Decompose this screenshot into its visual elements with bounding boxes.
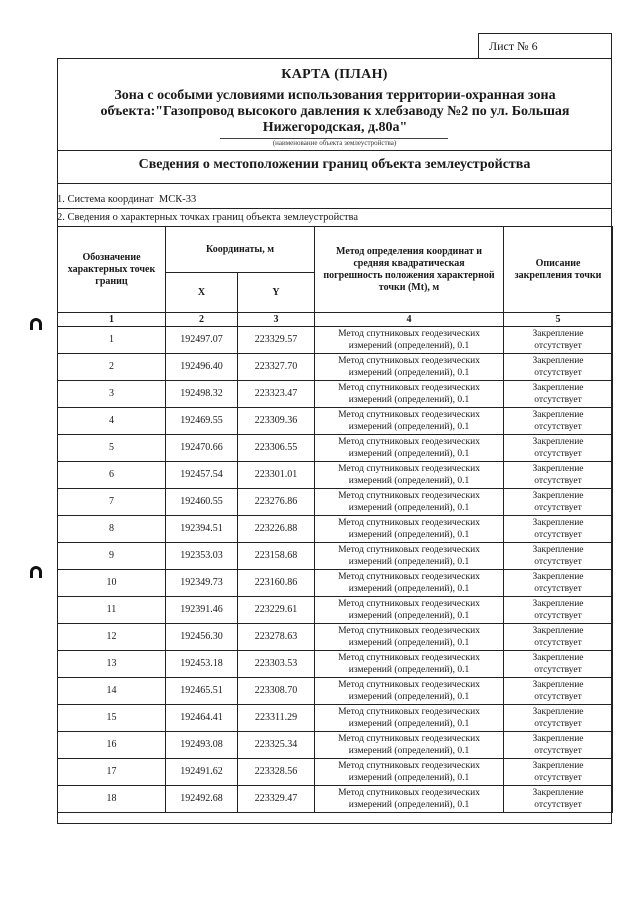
fixing-cell (504, 489, 613, 516)
point-number-text: 17 (106, 766, 117, 777)
x-coordinate-text: 192496.40 (180, 361, 223, 372)
fixing-cell (504, 570, 613, 597)
method-text: измерений (определений), 0.1 (348, 503, 470, 513)
points-section-label: 2. Сведения о характерных точках границ объекта землеустройства (57, 212, 359, 223)
x-coordinate-cell (166, 786, 238, 813)
x-coordinate-cell (166, 516, 238, 543)
fixing-text: отсутствует (534, 341, 582, 351)
point-number-cell (58, 732, 166, 759)
method-cell (315, 381, 504, 408)
fixing-cell (504, 381, 613, 408)
col-number: 3 (238, 313, 315, 327)
y-coordinate-text: 223329.57 (254, 334, 298, 345)
point-number-text: 15 (106, 712, 117, 723)
object-caption: (наименование объекта землеустройства) (272, 139, 397, 147)
table-row (58, 705, 613, 732)
y-coordinate-cell (238, 543, 315, 570)
y-coordinate-text: 223278.63 (254, 631, 298, 642)
fixing-cell (504, 786, 613, 813)
point-number-cell (58, 408, 166, 435)
x-coordinate-text: 192456.30 (180, 631, 223, 642)
method-text: Метод спутниковых геодезических (338, 410, 480, 420)
x-coordinate-text: 192498.32 (180, 388, 223, 399)
point-number-cell (58, 570, 166, 597)
x-coordinate-cell (166, 408, 238, 435)
method-text: Метод спутниковых геодезических (338, 383, 480, 393)
point-number-text: 5 (109, 442, 114, 453)
x-coordinate-cell (166, 381, 238, 408)
y-coordinate-cell (238, 759, 315, 786)
y-coordinate-cell (238, 678, 315, 705)
y-coordinate-text: 223325.34 (254, 739, 298, 750)
y-coordinate-cell (238, 570, 315, 597)
fixing-cell (504, 462, 613, 489)
method-cell (315, 759, 504, 786)
method-text: измерений (определений), 0.1 (348, 719, 470, 729)
y-coordinate-text: 223309.36 (254, 415, 298, 426)
method-cell (315, 705, 504, 732)
method-text: Метод спутниковых геодезических (338, 464, 480, 474)
point-number-text: 2 (109, 361, 114, 372)
y-coordinate-text: 223226.88 (254, 523, 298, 534)
col-number: 4 (315, 313, 504, 327)
fixing-text: Закрепление (532, 329, 584, 339)
y-coordinate-cell (238, 489, 315, 516)
y-coordinate-cell (238, 381, 315, 408)
method-text: измерений (определений), 0.1 (348, 773, 470, 783)
point-number-cell (58, 786, 166, 813)
x-coordinate-cell (166, 624, 238, 651)
y-coordinate-cell (238, 705, 315, 732)
point-number-text: 1 (109, 334, 114, 345)
y-coordinate-text: 223329.47 (254, 793, 298, 804)
table-row (58, 327, 613, 354)
method-text: Метод спутниковых геодезических (338, 491, 480, 501)
point-number-cell (58, 354, 166, 381)
method-text: Метод спутниковых геодезических (338, 599, 480, 609)
method-text: Метод спутниковых геодезических (338, 761, 480, 771)
x-coordinate-text: 192492.68 (180, 793, 223, 804)
point-number-text: 16 (106, 739, 117, 750)
point-number-cell (58, 327, 166, 354)
method-cell (315, 651, 504, 678)
fixing-text: Закрепление (532, 545, 584, 555)
fixing-text: отсутствует (534, 719, 582, 729)
method-text: измерений (определений), 0.1 (348, 665, 470, 675)
point-number-cell (58, 462, 166, 489)
fixing-text: отсутствует (534, 368, 582, 378)
point-number-cell (58, 651, 166, 678)
divider (57, 150, 612, 151)
point-number-text: 18 (106, 793, 117, 804)
x-coordinate-cell (166, 489, 238, 516)
method-text: измерений (определений), 0.1 (348, 395, 470, 405)
point-number-text: 12 (106, 631, 117, 642)
method-text: Метод спутниковых геодезических (338, 734, 480, 744)
x-coordinate-text: 192349.73 (180, 577, 223, 588)
zone-description (70, 88, 600, 136)
fixing-text: отсутствует (534, 422, 582, 432)
fixing-cell (504, 543, 613, 570)
x-coordinate-cell (166, 354, 238, 381)
table-row (58, 354, 613, 381)
x-coordinate-cell (166, 651, 238, 678)
fixing-text: Закрепление (532, 437, 584, 447)
point-number-text: 13 (106, 658, 117, 669)
col-number: 1 (58, 313, 166, 327)
fixing-text: Закрепление (532, 626, 584, 636)
method-text: измерений (определений), 0.1 (348, 557, 470, 567)
y-coordinate-cell (238, 462, 315, 489)
table-row (58, 651, 613, 678)
point-number-cell (58, 489, 166, 516)
method-text: измерений (определений), 0.1 (348, 476, 470, 486)
point-number-text: 10 (106, 577, 117, 588)
sheet-number: Лист № 6 (478, 33, 612, 59)
x-coordinate-cell (166, 678, 238, 705)
x-coordinate-text: 192353.03 (180, 550, 223, 561)
point-number-cell (58, 381, 166, 408)
x-coordinate-text: 192469.55 (180, 415, 223, 426)
y-coordinate-cell (238, 624, 315, 651)
method-text: Метод спутниковых геодезических (338, 356, 480, 366)
method-text: измерений (определений), 0.1 (348, 692, 470, 702)
point-number-text: 11 (106, 604, 117, 615)
point-number-cell (58, 759, 166, 786)
table-row (58, 408, 613, 435)
x-coordinate-text: 192465.51 (180, 685, 223, 696)
x-coordinate-text: 192457.54 (180, 469, 223, 480)
method-text: Метод спутниковых геодезических (338, 518, 480, 528)
fixing-cell (504, 408, 613, 435)
method-text: Метод спутниковых геодезических (338, 707, 480, 717)
method-cell (315, 408, 504, 435)
fixing-text: Закрепление (532, 383, 584, 393)
y-coordinate-cell (238, 408, 315, 435)
x-coordinate-text: 192460.55 (180, 496, 223, 507)
y-coordinate-cell (238, 354, 315, 381)
x-coordinate-text: 192497.07 (180, 334, 223, 345)
x-coordinate-cell (166, 705, 238, 732)
fixing-text: отсутствует (534, 800, 582, 810)
y-coordinate-text: 223301.01 (254, 469, 298, 480)
fixing-cell (504, 678, 613, 705)
y-coordinate-cell (238, 435, 315, 462)
y-coordinate-cell (238, 327, 315, 354)
method-cell (315, 516, 504, 543)
method-text: измерений (определений), 0.1 (348, 449, 470, 459)
table-row (58, 516, 613, 543)
method-cell (315, 435, 504, 462)
fixing-text: отсутствует (534, 449, 582, 459)
divider (57, 183, 612, 184)
method-cell (315, 489, 504, 516)
fixing-text: Закрепление (532, 572, 584, 582)
x-coordinate-cell (166, 597, 238, 624)
table-row (58, 381, 613, 408)
fixing-text: отсутствует (534, 611, 582, 621)
fixing-text: Закрепление (532, 464, 584, 474)
method-text: Метод спутниковых геодезических (338, 572, 480, 582)
x-coordinate-text: 192453.18 (180, 658, 223, 669)
method-text: измерений (определений), 0.1 (348, 422, 470, 432)
col-fixing-header: Описание закрепления точки (504, 227, 613, 313)
method-text: Метод спутниковых геодезических (338, 653, 480, 663)
x-coordinate-text: 192464.41 (180, 712, 223, 723)
zone-line-2: объекта:"Газопровод высокого давления к хлебзаводу №2 по ул. Большая (100, 104, 570, 119)
fixing-text: Закрепление (532, 761, 584, 771)
fixing-cell (504, 435, 613, 462)
fixing-text: отсутствует (534, 503, 582, 513)
fixing-cell (504, 597, 613, 624)
x-coordinate-text: 192493.08 (180, 739, 223, 750)
point-number-text: 6 (109, 469, 114, 480)
fixing-text: Закрепление (532, 680, 584, 690)
point-number-cell (58, 435, 166, 462)
fixing-cell (504, 732, 613, 759)
x-coordinate-text: 192491.62 (180, 766, 223, 777)
x-coordinate-cell (166, 327, 238, 354)
fixing-cell (504, 354, 613, 381)
y-coordinate-cell (238, 786, 315, 813)
x-coordinate-text: 192394.51 (180, 523, 223, 534)
zone-line-3: Нижегородская, д.80а" (262, 120, 408, 135)
y-coordinate-cell (238, 597, 315, 624)
fixing-text: Закрепление (532, 518, 584, 528)
y-coordinate-cell (238, 732, 315, 759)
col-number: 2 (166, 313, 238, 327)
point-number-cell (58, 678, 166, 705)
method-cell (315, 570, 504, 597)
table-row (58, 462, 613, 489)
col-method-header: Метод определения координат и средняя квадратическая погрешность положения характерной точки (Mt), м (315, 227, 504, 313)
method-text: измерений (определений), 0.1 (348, 584, 470, 594)
col-y-header: Y (238, 273, 315, 313)
point-number-cell (58, 624, 166, 651)
table-row (58, 624, 613, 651)
points-table (57, 226, 613, 813)
y-coordinate-text: 223323.47 (254, 388, 298, 399)
fixing-text: отсутствует (534, 557, 582, 567)
method-cell (315, 678, 504, 705)
fixing-cell (504, 759, 613, 786)
point-number-cell (58, 705, 166, 732)
fixing-text: отсутствует (534, 638, 582, 648)
x-coordinate-cell (166, 543, 238, 570)
fixing-text: Закрепление (532, 707, 584, 717)
method-text: Метод спутниковых геодезических (338, 788, 480, 798)
point-number-text: 14 (106, 685, 117, 696)
y-coordinate-text: 223311.29 (254, 712, 298, 723)
table-row (58, 489, 613, 516)
y-coordinate-text: 223303.53 (254, 658, 298, 669)
x-coordinate-text: 192391.46 (180, 604, 223, 615)
method-cell (315, 354, 504, 381)
zone-line-1: Зона с особыми условиями использования территории-охранная зона (114, 88, 556, 103)
y-coordinate-text: 223327.70 (254, 361, 298, 372)
method-cell (315, 327, 504, 354)
x-coordinate-cell (166, 435, 238, 462)
y-coordinate-text: 223229.61 (254, 604, 298, 615)
method-cell (315, 732, 504, 759)
method-cell (315, 597, 504, 624)
table-row (58, 543, 613, 570)
point-number-text: 9 (109, 550, 114, 561)
fixing-text: Закрепление (532, 788, 584, 798)
fixing-text: отсутствует (534, 395, 582, 405)
fixing-text: отсутствует (534, 746, 582, 756)
y-coordinate-text: 223306.55 (254, 442, 298, 453)
col-coords-header: Координаты, м (166, 227, 315, 273)
fixing-cell (504, 516, 613, 543)
fixing-text: отсутствует (534, 584, 582, 594)
fixing-text: Закрепление (532, 410, 584, 420)
x-coordinate-cell (166, 462, 238, 489)
point-number-cell (58, 516, 166, 543)
method-text: измерений (определений), 0.1 (348, 530, 470, 540)
fixing-cell (504, 624, 613, 651)
fixing-cell (504, 651, 613, 678)
divider (57, 208, 612, 209)
coord-system-value: МСК-33 (158, 194, 197, 205)
method-cell (315, 543, 504, 570)
fixing-text: отсутствует (534, 476, 582, 486)
method-text: Метод спутниковых геодезических (338, 626, 480, 636)
fixing-text: Закрепление (532, 599, 584, 609)
y-coordinate-text: 223328.56 (254, 766, 298, 777)
point-number-cell (58, 597, 166, 624)
y-coordinate-text: 223160.86 (254, 577, 298, 588)
binder-hole-mark (30, 566, 42, 578)
fixing-text: Закрепление (532, 491, 584, 501)
x-coordinate-cell (166, 732, 238, 759)
map-title: КАРТА (ПЛАН) (281, 67, 388, 82)
point-number-text: 3 (109, 388, 114, 399)
method-text: измерений (определений), 0.1 (348, 800, 470, 810)
method-text: измерений (определений), 0.1 (348, 368, 470, 378)
fixing-text: отсутствует (534, 530, 582, 540)
method-cell (315, 462, 504, 489)
col-x-header: X (166, 273, 238, 313)
table-row (58, 678, 613, 705)
col-designation-header: Обозначение характерных точек границ (58, 227, 166, 313)
point-number-text: 4 (109, 415, 114, 426)
method-text: Метод спутниковых геодезических (338, 680, 480, 690)
table-row (58, 732, 613, 759)
binder-hole-mark (30, 318, 42, 330)
method-cell (315, 624, 504, 651)
fixing-text: Закрепление (532, 734, 584, 744)
table-row (58, 786, 613, 813)
fixing-text: отсутствует (534, 773, 582, 783)
method-cell (315, 786, 504, 813)
fixing-text: отсутствует (534, 665, 582, 675)
method-text: измерений (определений), 0.1 (348, 341, 470, 351)
y-coordinate-cell (238, 651, 315, 678)
x-coordinate-cell (166, 570, 238, 597)
col-number: 5 (504, 313, 613, 327)
point-number-cell (58, 543, 166, 570)
method-text: измерений (определений), 0.1 (348, 746, 470, 756)
y-coordinate-cell (238, 516, 315, 543)
method-text: Метод спутниковых геодезических (338, 437, 480, 447)
coord-system-label: 1. Система координат (57, 194, 154, 205)
method-text: измерений (определений), 0.1 (348, 638, 470, 648)
fixing-text: Закрепление (532, 356, 584, 366)
y-coordinate-text: 223276.86 (254, 496, 298, 507)
y-coordinate-text: 223308.70 (254, 685, 298, 696)
fixing-cell (504, 327, 613, 354)
fixing-text: отсутствует (534, 692, 582, 702)
x-coordinate-text: 192470.66 (180, 442, 223, 453)
table-row (58, 435, 613, 462)
method-text: Метод спутниковых геодезических (338, 545, 480, 555)
point-number-text: 8 (109, 523, 114, 534)
coord-system-line (57, 194, 196, 205)
fixing-cell (504, 705, 613, 732)
method-text: измерений (определений), 0.1 (348, 611, 470, 621)
method-text: Метод спутниковых геодезических (338, 329, 480, 339)
fixing-text: Закрепление (532, 653, 584, 663)
table-row (58, 570, 613, 597)
x-coordinate-cell (166, 759, 238, 786)
point-number-text: 7 (109, 496, 114, 507)
y-coordinate-text: 223158.68 (254, 550, 298, 561)
section-title: Сведения о местоположении границ объекта землеустройства (138, 157, 531, 172)
table-row (58, 597, 613, 624)
table-row (58, 759, 613, 786)
